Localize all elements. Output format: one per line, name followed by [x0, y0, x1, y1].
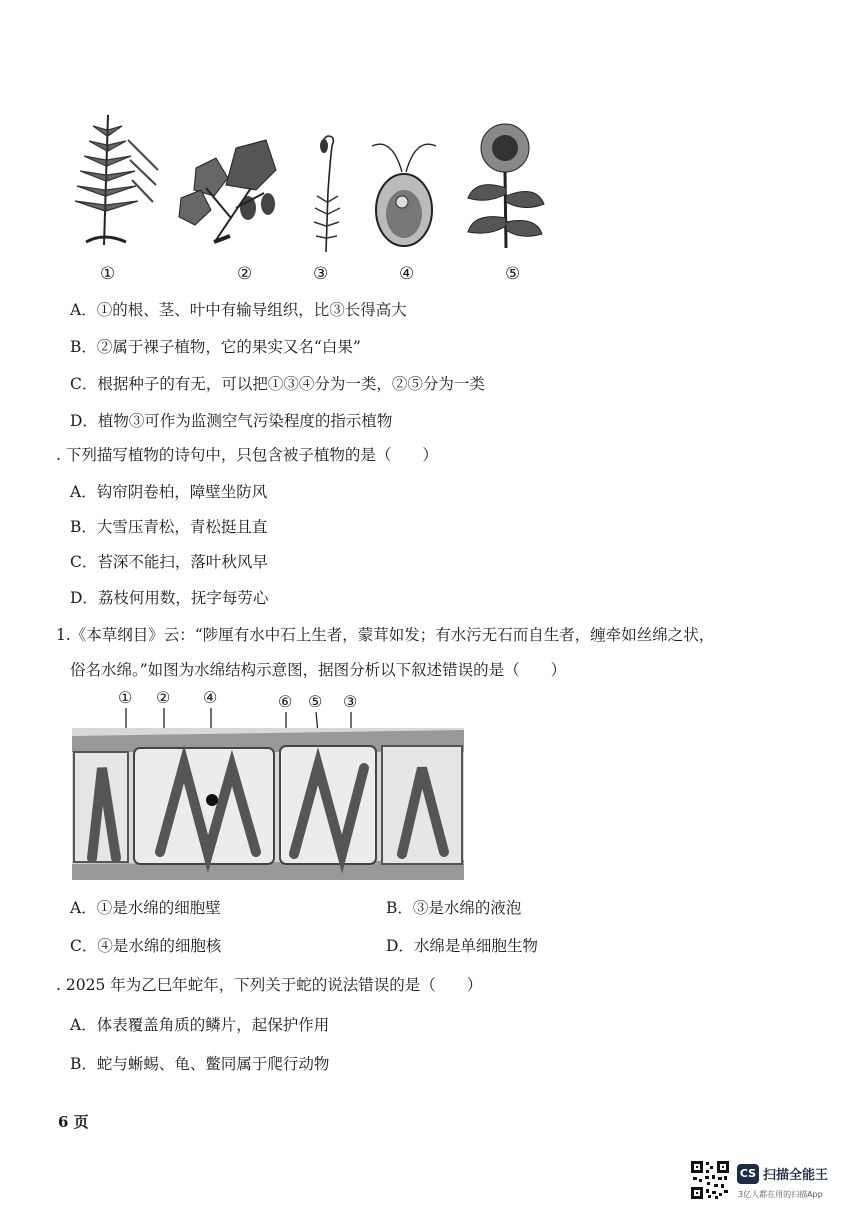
figure-label: ④: [203, 688, 218, 707]
option-d: D．荔枝何用数，抚字每劳心: [70, 589, 269, 607]
option-c: C．④是水绵的细胞核: [70, 937, 222, 955]
sunflower-icon: [462, 118, 548, 252]
camscanner-logo: CS: [737, 1164, 759, 1184]
option-b: B．大雪压青松，青松挺且直: [70, 518, 268, 536]
question-stem: . 下列描写植物的诗句中，只包含被子植物的是（ ）: [56, 446, 438, 464]
option-a: A．①是水绵的细胞壁: [70, 899, 221, 917]
option-b: B．②属于裸子植物，它的果实又名“白果”: [70, 338, 361, 356]
figure-label: ⑥: [278, 692, 293, 711]
figure-label: ①: [100, 264, 116, 284]
question-stem: 俗名水绵。”如图为水绵结构示意图，据图分析以下叙述错误的是（ ）: [70, 661, 567, 679]
question-stem: 1.《本草纲目》云：“陟厘有水中石上生者，蒙茸如发；有水污无石而自生者，缠牵如丝绵之状，: [56, 626, 715, 644]
brand-name: 扫描全能王: [763, 1168, 829, 1183]
figure-label: ⑤: [308, 692, 323, 711]
option-c: C．根据种子的有无，可以把①③④分为一类，②⑤分为一类: [70, 375, 485, 393]
figure-label: ④: [399, 264, 415, 284]
figure-label: ③: [313, 264, 329, 284]
question-stem: . 2025 年为乙巳年蛇年，下列关于蛇的说法错误的是（ ）: [56, 976, 483, 994]
chlamydomonas-icon: [362, 132, 446, 250]
option-a: A．体表覆盖角质的鳞片，起保护作用: [70, 1016, 330, 1034]
figure-label: ③: [343, 692, 358, 711]
figure-label: ①: [118, 688, 133, 707]
fern-icon: [68, 110, 162, 250]
figure-label: ②: [237, 264, 253, 284]
spirogyra-micrograph: [72, 728, 464, 880]
figure-label: ⑤: [505, 264, 521, 284]
option-a: A．①的根、茎、叶中有输导组织，比③长得高大: [70, 301, 407, 319]
ginkgo-icon: [176, 128, 282, 252]
option-b: B．蛇与蜥蜴、龟、鳖同属于爬行动物: [70, 1055, 330, 1073]
option-a: A．钩帘阴卷柏，障壁坐防风: [70, 483, 268, 501]
moss-icon: [302, 132, 352, 256]
page-number: 6 页: [58, 1113, 89, 1131]
qr-code-icon: [690, 1160, 730, 1200]
option-d: D．植物③可作为监测空气污染程度的指示植物: [70, 412, 393, 430]
brand-tagline: 3亿人都在用的扫描App: [738, 1190, 823, 1199]
option-b: B．③是水绵的液泡: [386, 899, 522, 917]
figure-label: ②: [156, 688, 171, 707]
option-c: C．苔深不能扫，落叶秋风早: [70, 553, 268, 571]
option-d: D．水绵是单细胞生物: [386, 937, 538, 955]
